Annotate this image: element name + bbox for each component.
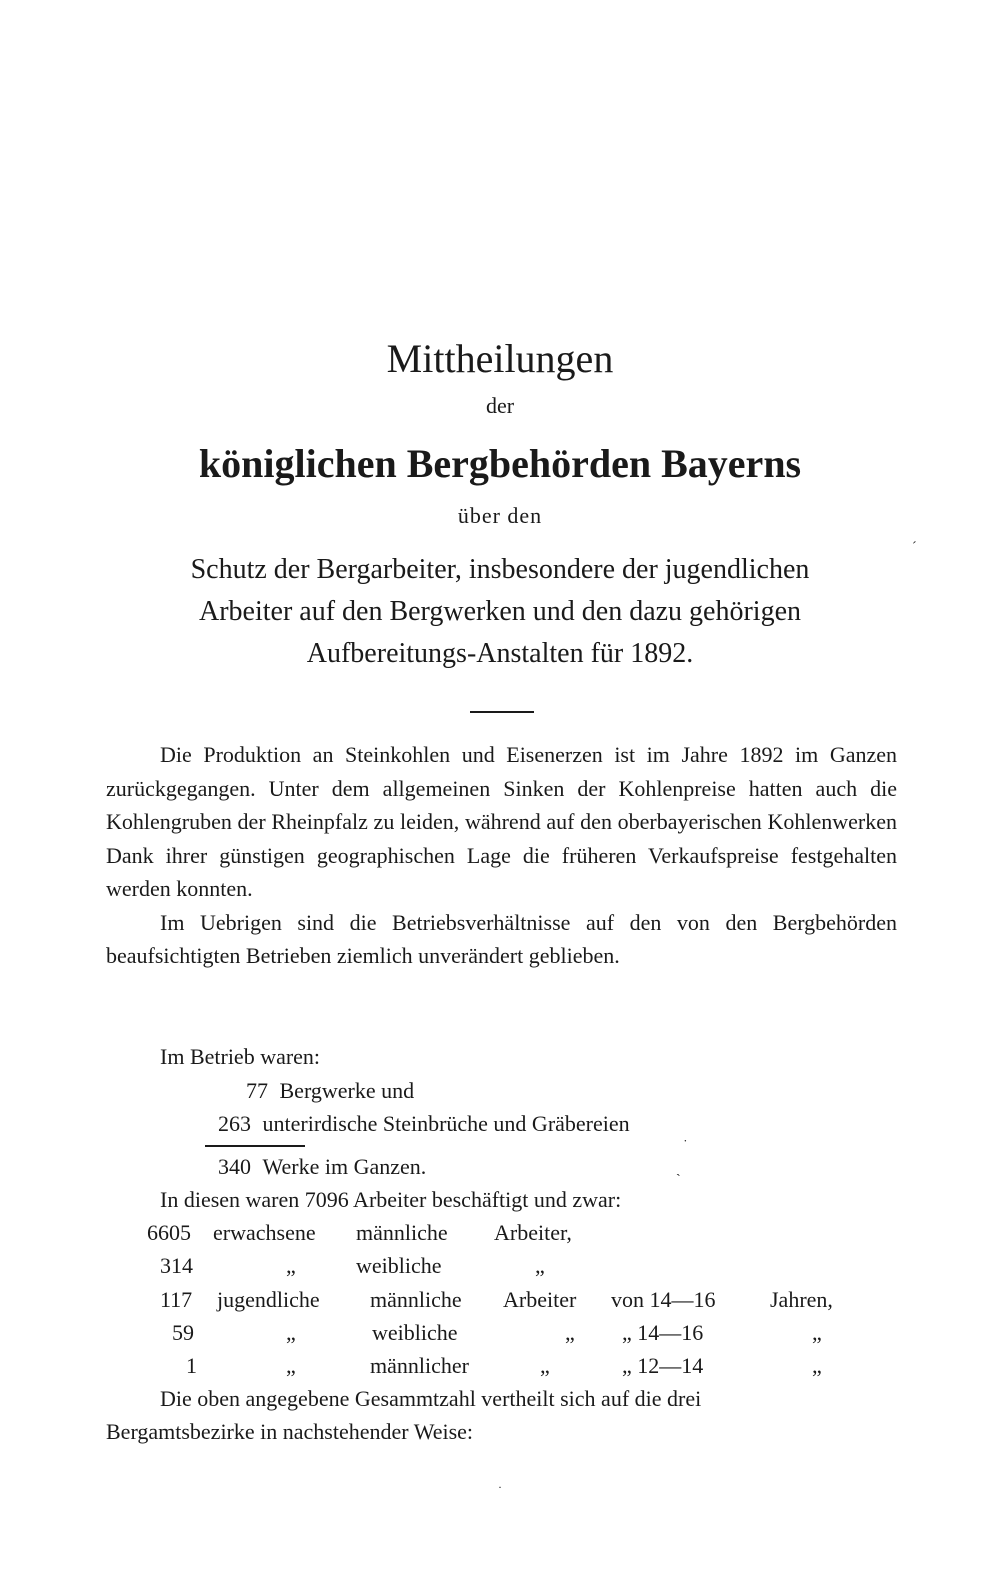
title-line-4: über den	[457, 503, 543, 528]
worker-col-2: männliche	[370, 1287, 462, 1312]
worker-col-5: Jahren,	[770, 1287, 833, 1312]
worker-col-3: „	[540, 1353, 550, 1378]
worker-col-1: „	[286, 1320, 296, 1345]
worker-col-1: „	[286, 1253, 296, 1278]
works-total-text: Werke im Ganzen.	[262, 1154, 427, 1179]
worker-count: 117	[160, 1287, 193, 1312]
title-line-3: königlichen Bergbehörden Bayerns	[198, 441, 802, 486]
stray-mark: ˙	[683, 1138, 688, 1153]
worker-col-1: erwachsene	[213, 1220, 316, 1245]
subtitle	[0, 549, 1000, 675]
worker-col-2: weibliche	[372, 1320, 458, 1345]
works-total-row	[218, 1154, 426, 1180]
worker-col-5: „	[812, 1353, 822, 1378]
title-line-1: Mittheilungen	[386, 336, 614, 381]
stray-mark: ˏ	[676, 1162, 681, 1177]
works-total-number: 340	[218, 1154, 251, 1179]
worker-col-3: Arbeiter	[503, 1287, 577, 1312]
stray-mark: ´	[912, 540, 917, 555]
paragraph-1: Die Produktion an Steinkohlen und Eisenerzen ist im Jahre 1892 im Ganzen zurückgegangen. Unter dem allgemeinen Sinken der Kohlenpreise hatten auch die Kohlengruben der Rheinpfalz zu leiden, während auf den oberbayerischen Kohlenwerken Dank ihrer günstigen geographischen Lage die früheren Verkaufspreise festgehalten werden konnten.	[106, 742, 897, 901]
title-line-2: der	[485, 393, 515, 418]
subtitle-line: Aufbereitungs-Anstalten für 1892.	[306, 638, 694, 669]
works-row	[246, 1078, 414, 1104]
in-betrieb-label: Im Betrieb waren:	[160, 1044, 321, 1069]
worker-count: 314	[160, 1253, 193, 1278]
section-divider	[470, 711, 534, 713]
worker-col-3: Arbeiter,	[494, 1220, 572, 1245]
worker-count: 6605	[147, 1220, 191, 1245]
stray-mark: ·	[498, 1480, 502, 1494]
worker-col-4: „ 12—14	[622, 1353, 704, 1378]
worker-col-4: von 14—16	[611, 1287, 716, 1312]
worker-count: 1	[186, 1353, 197, 1378]
worker-col-2: weibliche	[356, 1253, 442, 1278]
worker-col-5: „	[812, 1320, 822, 1345]
worker-count: 59	[172, 1320, 194, 1345]
works-text: unterirdische Steinbrüche und Gräbereien	[262, 1111, 630, 1136]
subtitle-line: Schutz der Bergarbeiter, insbesondere der jugendlichen	[190, 554, 810, 585]
worker-col-4: „ 14—16	[622, 1320, 704, 1345]
body-text	[106, 738, 897, 973]
worker-col-1: jugendliche	[217, 1287, 320, 1312]
works-text: Bergwerke und	[279, 1078, 415, 1103]
sum-rule	[205, 1145, 305, 1147]
works-number: 263	[218, 1111, 251, 1136]
worker-col-3: „	[565, 1320, 575, 1345]
worker-col-2: männliche	[356, 1220, 448, 1245]
worker-col-3: „	[535, 1253, 545, 1278]
worker-col-1: „	[286, 1353, 296, 1378]
works-number: 77	[246, 1078, 268, 1103]
works-row	[218, 1111, 630, 1137]
closing-line: Die oben angegebene Gesammtzahl vertheilt sich auf die drei	[160, 1386, 702, 1411]
subtitle-line: Arbeiter auf den Bergwerken und den dazu gehörigen	[198, 596, 802, 627]
paragraph-2: Im Uebrigen sind die Betriebsverhältnisse auf den von den Bergbehörden beaufsichtigten Betrieben ziemlich unverändert geblieben.	[106, 909, 897, 968]
closing-line: Bergamtsbezirke in nachstehender Weise:	[106, 1419, 474, 1444]
worker-col-2: männlicher	[370, 1353, 469, 1378]
workers-intro: In diesen waren 7096 Arbeiter beschäftigt und zwar:	[160, 1187, 622, 1212]
